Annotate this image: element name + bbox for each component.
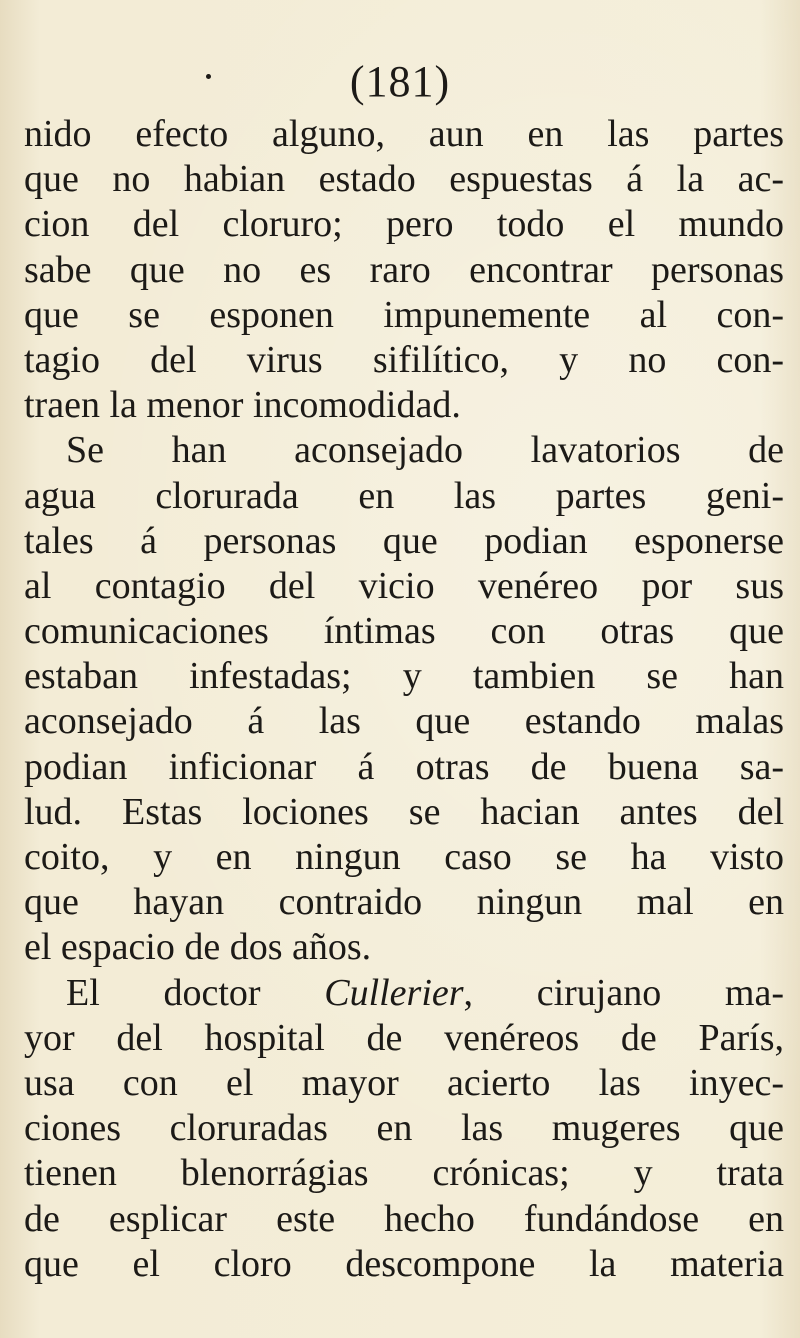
ink-dot — [206, 74, 211, 79]
surgeon-name: Cullerier — [324, 971, 464, 1014]
text-line: ciones cloruradas en las mugeres que — [24, 1107, 784, 1150]
text-line: Se han aconsejado lavatorios de — [66, 429, 784, 472]
text-line: sabe que no es raro encontrar personas — [24, 248, 784, 291]
text-line-with-name — [24, 971, 784, 1016]
text-line: cion del cloruro; pero todo el mundo — [24, 203, 784, 246]
text-line: podian inficionar á otras de buena sa- — [24, 745, 784, 788]
text-line: tales á personas que podian esponerse — [24, 519, 784, 562]
text-line: que no habian estado espuestas á la ac- — [24, 158, 784, 201]
text-line: tienen blenorrágias crónicas; y trata — [24, 1152, 784, 1195]
text-line: al contagio del vicio venéreo por sus — [24, 564, 784, 607]
line-suffix: , cirujano ma- — [463, 971, 784, 1014]
text-line: tagio del virus sifilítico, y no con- — [24, 338, 784, 381]
text-line: yor del hospital de venéreos de París, — [24, 1016, 784, 1059]
text-line: usa con el mayor acierto las inyec- — [24, 1061, 784, 1104]
text-line: que se esponen impunemente al con- — [24, 293, 784, 336]
text-line: aconsejado á las que estando malas — [24, 700, 784, 743]
text-line: estaban infestadas; y tambien se han — [24, 655, 784, 698]
text-line: comunicaciones íntimas con otras que — [24, 610, 784, 653]
text-line: agua clorurada en las partes geni- — [24, 474, 784, 517]
text-line: lud. Estas lociones se hacian antes del — [24, 790, 784, 833]
text-line: traen la menor incomodidad. — [24, 384, 461, 427]
text-line: nido efecto alguno, aun en las partes — [24, 113, 784, 155]
text-line: coito, y en ningun caso se ha visto — [24, 836, 784, 878]
text-line: el espacio de dos años. — [24, 926, 372, 969]
text-line: de esplicar este hecho fundándose en — [24, 1197, 784, 1240]
line-prefix: El doctor — [66, 971, 325, 1014]
text-line: que hayan contraido ningun mal en — [24, 881, 784, 924]
page-header — [0, 56, 800, 107]
body-text — [24, 112, 784, 1287]
text-line: que el cloro descompone la materia — [24, 1242, 784, 1285]
page-number: (181) — [349, 57, 451, 106]
